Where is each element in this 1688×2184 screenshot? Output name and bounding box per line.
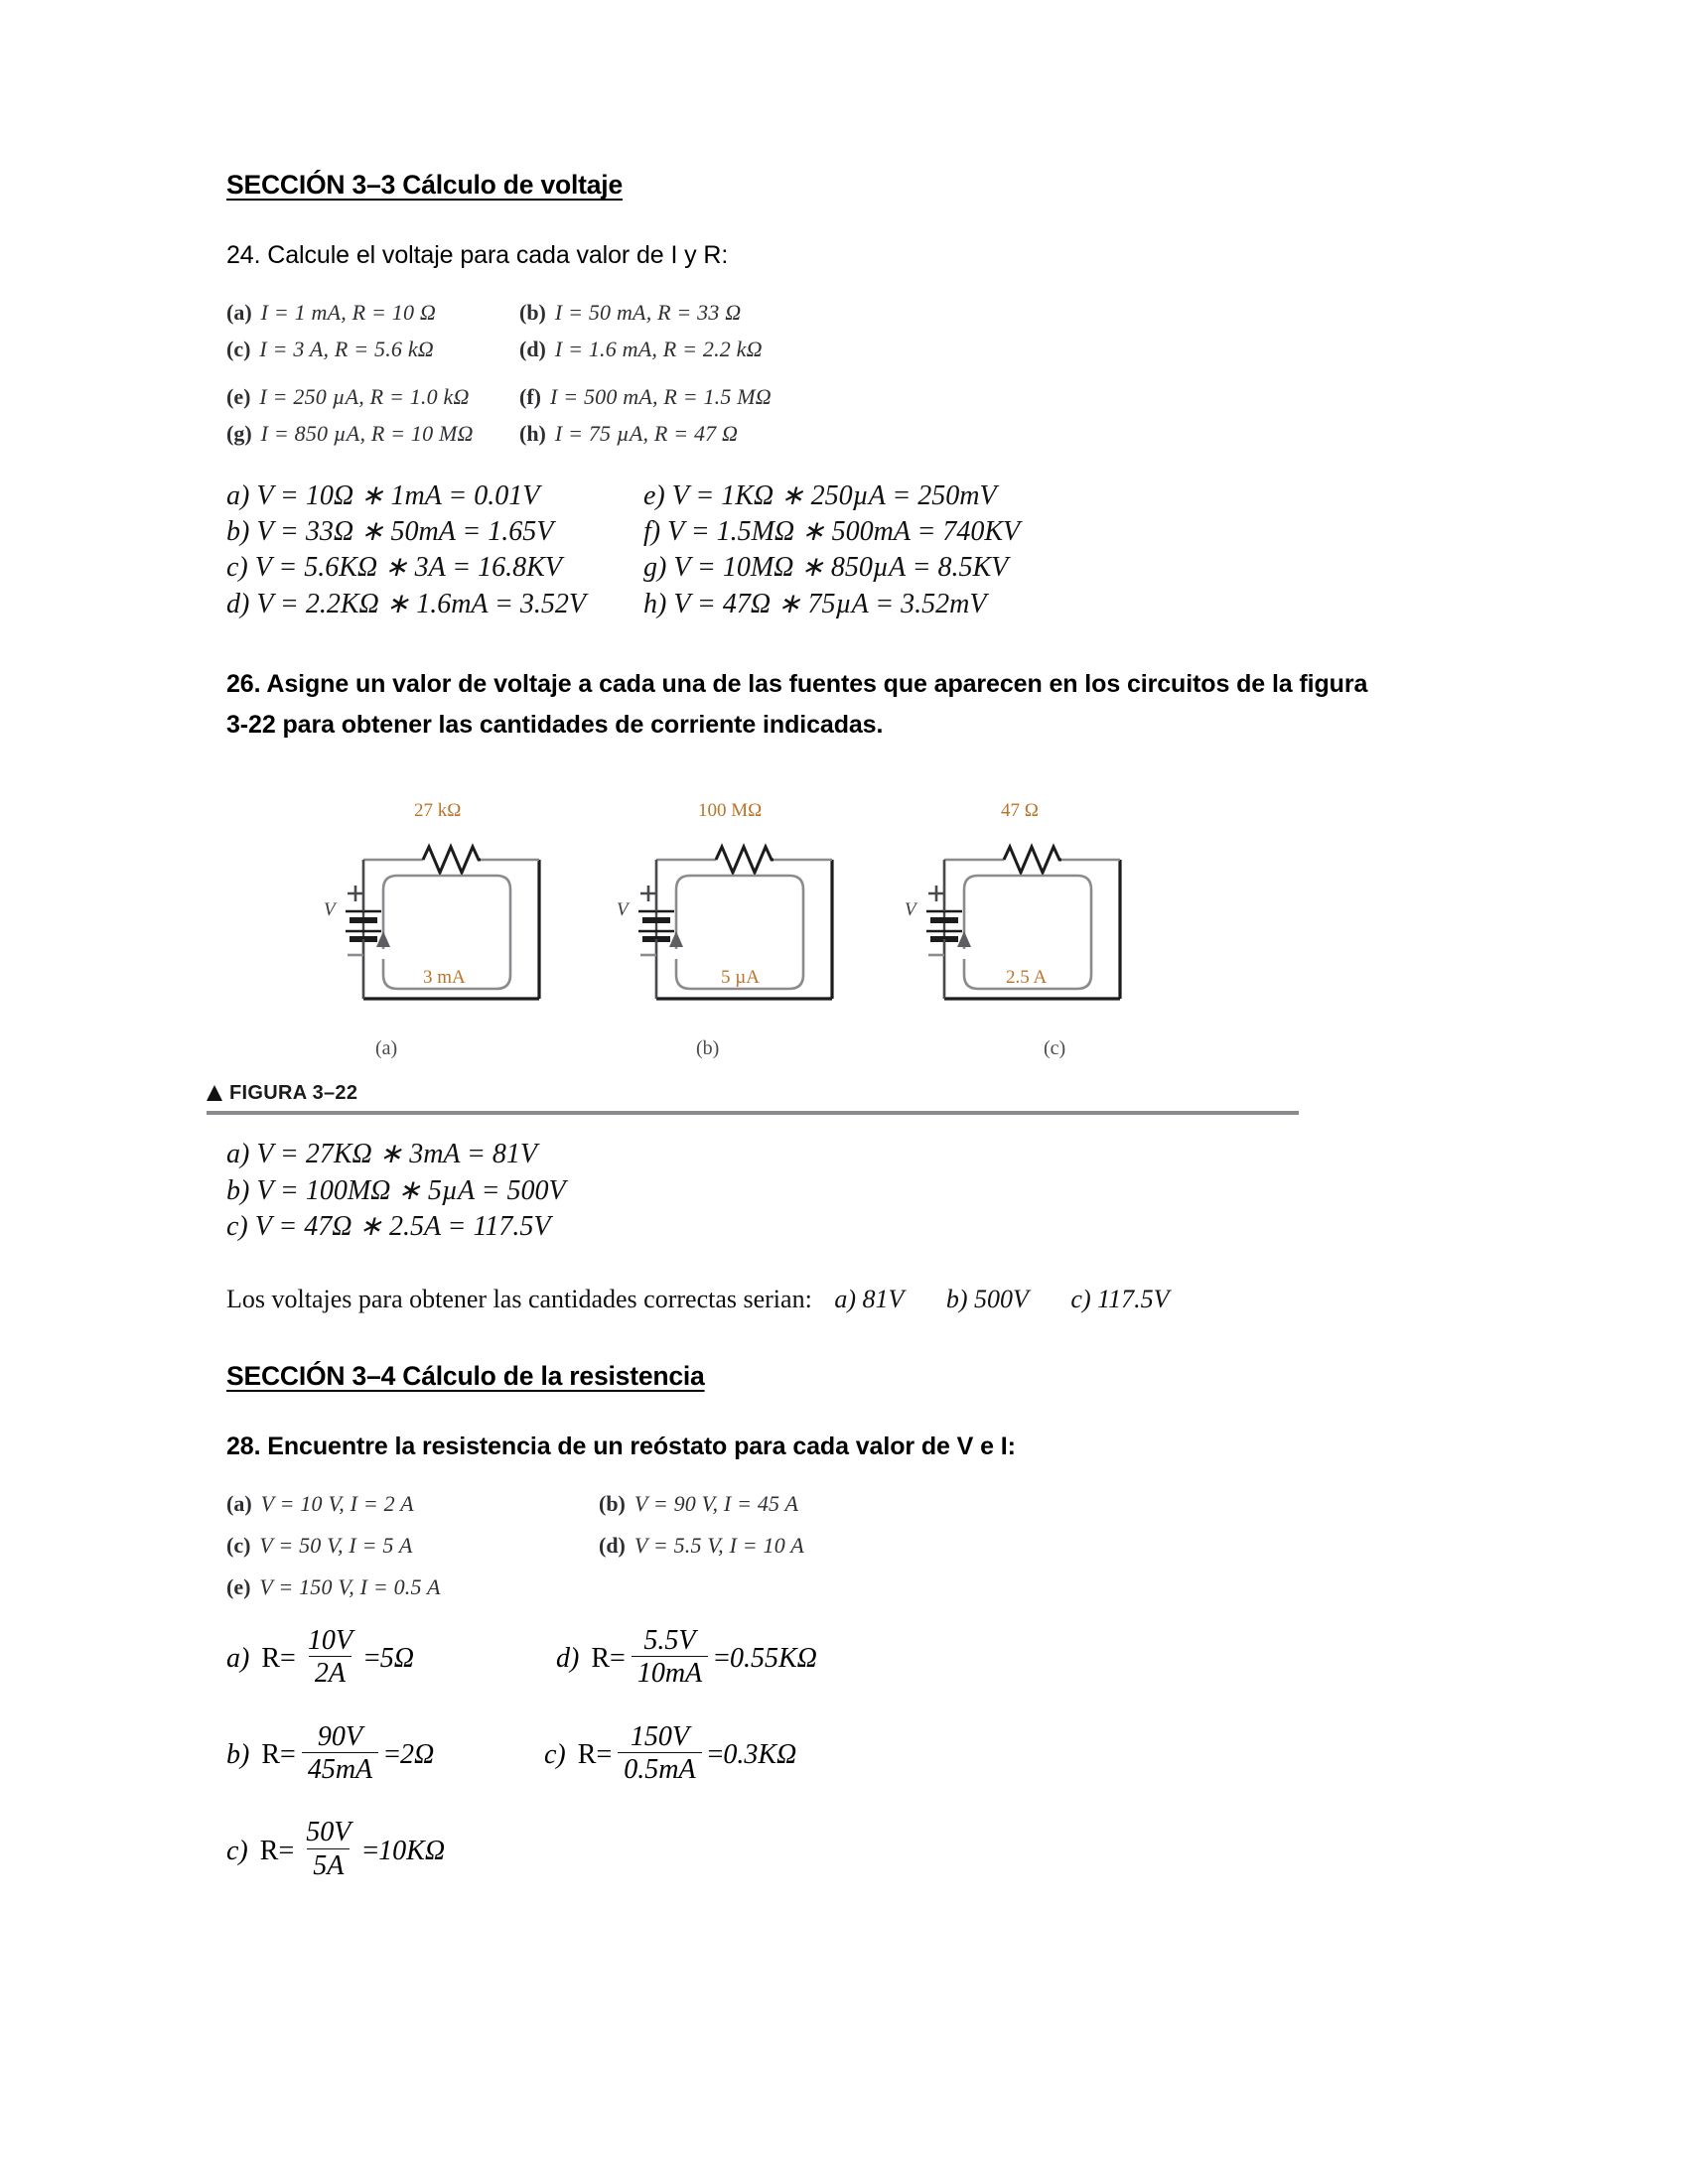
fraction-numerator: 50V xyxy=(306,1817,352,1848)
answer-line: a) V = 10Ω ∗ 1mA = 0.01V xyxy=(226,479,540,511)
item-label: (b) xyxy=(519,299,546,325)
table-row xyxy=(226,420,1468,446)
list-item xyxy=(599,1532,804,1558)
answer-fraction-c2 xyxy=(226,1817,446,1882)
fraction-numerator: 90V xyxy=(317,1720,363,1752)
item-label: (e) xyxy=(226,1573,251,1599)
item-label: (b) xyxy=(599,1490,626,1516)
conclusion-item-a: a) 81V xyxy=(834,1285,905,1314)
problem-28-statement: 28. Encuentre la resistencia de un reóstato para cada valor de V e I: xyxy=(226,1433,1016,1461)
item-label: (c) xyxy=(226,1532,251,1558)
circuit-a-schematic xyxy=(346,847,539,999)
figure-divider xyxy=(207,1111,1299,1115)
answer-fraction-c1 xyxy=(544,1720,797,1787)
item-text: V = 50 V, I = 5 A xyxy=(259,1532,413,1558)
problem-24-answers-left xyxy=(226,478,643,623)
circuit-b-current-label: 5 µA xyxy=(721,967,760,989)
item-label: (g) xyxy=(226,420,252,446)
list-item xyxy=(519,299,742,325)
item-text: I = 850 µA, R = 10 MΩ xyxy=(260,420,474,446)
answer-row xyxy=(226,1720,1468,1787)
table-row xyxy=(226,383,1468,409)
fraction-denominator: 45mA xyxy=(302,1752,378,1784)
list-item xyxy=(519,383,772,409)
problem-24-answers-right xyxy=(643,478,1020,623)
answer-label: d) xyxy=(556,1643,580,1675)
item-text: I = 50 mA, R = 33 Ω xyxy=(554,299,742,325)
answer-fraction-b xyxy=(226,1720,524,1787)
answer-label: b) xyxy=(226,1738,250,1770)
item-label: (f) xyxy=(519,383,541,409)
subfig-label-a: (a) xyxy=(375,1037,398,1060)
circuit-c-source-label: V xyxy=(905,899,916,921)
answer-line: g) V = 10MΩ ∗ 850µA = 8.5KV xyxy=(643,552,1009,584)
equals-sign: = xyxy=(280,1643,296,1675)
fraction-numerator: 5.5V xyxy=(643,1624,696,1656)
answer-lhs: R xyxy=(261,1643,281,1675)
fraction-numerator: 150V xyxy=(630,1720,689,1752)
equals-sign: = xyxy=(384,1738,400,1770)
item-text: I = 1.6 mA, R = 2.2 kΩ xyxy=(554,336,763,361)
figure-subfigure-labels xyxy=(316,1037,1468,1060)
item-label: (h) xyxy=(519,420,546,446)
figure-caption-text: FIGURA 3–22 xyxy=(229,1082,358,1105)
fraction xyxy=(302,1722,378,1785)
answer-line: c) V = 47Ω ∗ 2.5A = 117.5V xyxy=(226,1210,551,1242)
answer-result: 0.3KΩ xyxy=(723,1738,797,1770)
list-item xyxy=(226,420,519,446)
list-item xyxy=(599,1490,799,1516)
table-row xyxy=(226,1490,1468,1516)
problem-26-statement-line-1: 26. Asigne un valor de voltaje a cada una de las fuentes que aparecen en los circuitos de la figura xyxy=(226,670,1368,699)
equals-sign: = xyxy=(362,1835,379,1866)
answer-result: 0.55KΩ xyxy=(729,1643,817,1675)
fraction xyxy=(632,1626,708,1689)
section-heading-3-3: SECCIÓN 3–3 Cálculo de voltaje xyxy=(226,170,623,200)
item-label: (d) xyxy=(599,1532,626,1558)
answer-result: 2Ω xyxy=(399,1738,435,1770)
answer-line: e) V = 1KΩ ∗ 250µA = 250mV xyxy=(643,479,997,511)
circuit-a-current-label: 3 mA xyxy=(423,967,466,989)
answer-line: f) V = 1.5MΩ ∗ 500mA = 740KV xyxy=(643,516,1021,548)
answer-line: c) V = 5.6KΩ ∗ 3A = 16.8KV xyxy=(226,552,562,584)
section-heading-3-4-wrap xyxy=(226,1360,1468,1393)
item-text: V = 10 V, I = 2 A xyxy=(260,1490,414,1516)
list-item xyxy=(226,1490,599,1516)
circuit-c-schematic xyxy=(926,847,1120,999)
subfig-label-c: (c) xyxy=(1044,1037,1066,1060)
answer-line: h) V = 47Ω ∗ 75µA = 3.52mV xyxy=(643,588,987,619)
fraction-denominator: 2A xyxy=(309,1656,352,1688)
answer-line: b) V = 100MΩ ∗ 5µA = 500V xyxy=(226,1174,566,1206)
item-text: I = 500 mA, R = 1.5 MΩ xyxy=(549,383,772,409)
list-item xyxy=(519,420,739,446)
list-item xyxy=(519,336,763,361)
item-label: (c) xyxy=(226,336,251,361)
fraction-numerator: 10V xyxy=(307,1624,352,1656)
table-row xyxy=(226,336,1468,361)
item-text: V = 150 V, I = 0.5 A xyxy=(259,1573,441,1599)
list-item xyxy=(226,336,519,361)
figure-caption-block xyxy=(207,1082,1468,1115)
list-item xyxy=(226,1532,599,1558)
item-text: I = 75 µA, R = 47 Ω xyxy=(554,420,739,446)
equals-sign: = xyxy=(707,1738,724,1770)
figure-caption-row xyxy=(207,1082,1468,1105)
circuit-b-resistor-label: 100 MΩ xyxy=(698,800,763,822)
equals-sign: = xyxy=(610,1643,626,1675)
equals-sign: = xyxy=(278,1835,295,1866)
item-label: (a) xyxy=(226,1490,252,1516)
answer-fraction-d xyxy=(556,1624,817,1691)
answer-row xyxy=(226,1817,1468,1882)
fraction xyxy=(618,1722,701,1785)
equals-sign: = xyxy=(714,1643,730,1675)
fraction xyxy=(302,1626,358,1689)
item-label: (e) xyxy=(226,383,251,409)
answer-result: 10KΩ xyxy=(378,1835,446,1866)
answer-result: 5Ω xyxy=(379,1643,414,1675)
subfig-label-b: (b) xyxy=(696,1037,720,1060)
item-label: (a) xyxy=(226,299,252,325)
equals-sign: = xyxy=(363,1643,380,1675)
answer-row xyxy=(226,1624,1468,1691)
conclusion-text: Los voltajes para obtener las cantidades correctas serian: xyxy=(226,1285,812,1314)
equals-sign: = xyxy=(596,1738,613,1770)
list-item xyxy=(226,383,519,409)
equals-sign: = xyxy=(280,1738,296,1770)
table-row xyxy=(226,299,1468,325)
answer-lhs: R xyxy=(261,1738,281,1770)
circuit-a-source-label: V xyxy=(324,899,336,921)
section-heading-3-4: SECCIÓN 3–4 Cálculo de la resistencia xyxy=(226,1361,705,1392)
answer-line: d) V = 2.2KΩ ∗ 1.6mA = 3.52V xyxy=(226,588,587,619)
problem-26-statement-line-2: 3-22 para obtener las cantidades de corriente indicadas. xyxy=(226,710,884,739)
figure-3-22-circuits-svg xyxy=(316,788,1209,1036)
problem-28-given-list xyxy=(226,1490,1468,1599)
fraction-denominator: 0.5mA xyxy=(618,1752,701,1784)
answer-label: a) xyxy=(226,1643,250,1675)
page-content xyxy=(226,169,1468,1882)
item-text: I = 3 A, R = 5.6 kΩ xyxy=(259,336,434,361)
answer-lhs: R xyxy=(591,1643,611,1675)
answer-label: c) xyxy=(226,1835,248,1866)
item-text: V = 5.5 V, I = 10 A xyxy=(633,1532,804,1558)
answer-fraction-a xyxy=(226,1624,524,1691)
item-text: I = 1 mA, R = 10 Ω xyxy=(260,299,436,325)
problem-26-conclusion xyxy=(226,1283,1468,1316)
triangle-up-icon xyxy=(207,1085,222,1101)
answer-line: a) V = 27KΩ ∗ 3mA = 81V xyxy=(226,1139,538,1170)
answer-line: b) V = 33Ω ∗ 50mA = 1.65V xyxy=(226,516,554,548)
conclusion-item-b: b) 500V xyxy=(945,1285,1029,1314)
conclusion-item-c: c) 117.5V xyxy=(1070,1285,1170,1314)
problem-24-given-list xyxy=(226,299,1468,446)
answer-lhs: R xyxy=(577,1738,597,1770)
fraction-denominator: 5A xyxy=(307,1848,350,1880)
table-row xyxy=(226,1573,1468,1599)
fraction-denominator: 10mA xyxy=(632,1656,708,1688)
problem-28-answers xyxy=(226,1624,1468,1882)
item-text: I = 250 µA, R = 1.0 kΩ xyxy=(259,383,470,409)
problem-24-statement: 24. Calcule el voltaje para cada valor de I y R: xyxy=(226,241,729,270)
list-item xyxy=(226,1573,441,1599)
answer-lhs: R xyxy=(259,1835,279,1866)
fraction xyxy=(300,1818,356,1880)
table-row xyxy=(226,1532,1468,1558)
circuit-c-resistor-label: 47 Ω xyxy=(1001,800,1039,822)
circuit-c-current-label: 2.5 A xyxy=(1006,967,1048,989)
problem-26-answers xyxy=(226,1137,1468,1245)
circuit-b-source-label: V xyxy=(617,899,629,921)
circuit-b-schematic xyxy=(638,847,832,999)
figure-3-22 xyxy=(316,788,1468,1060)
section-heading-3-3-wrap xyxy=(226,169,1468,202)
list-item xyxy=(226,299,519,325)
item-text: V = 90 V, I = 45 A xyxy=(633,1490,799,1516)
problem-24-answers xyxy=(226,478,1468,623)
circuit-a-resistor-label: 27 kΩ xyxy=(414,800,462,822)
answer-label: c) xyxy=(544,1738,566,1770)
item-label: (d) xyxy=(519,336,546,361)
